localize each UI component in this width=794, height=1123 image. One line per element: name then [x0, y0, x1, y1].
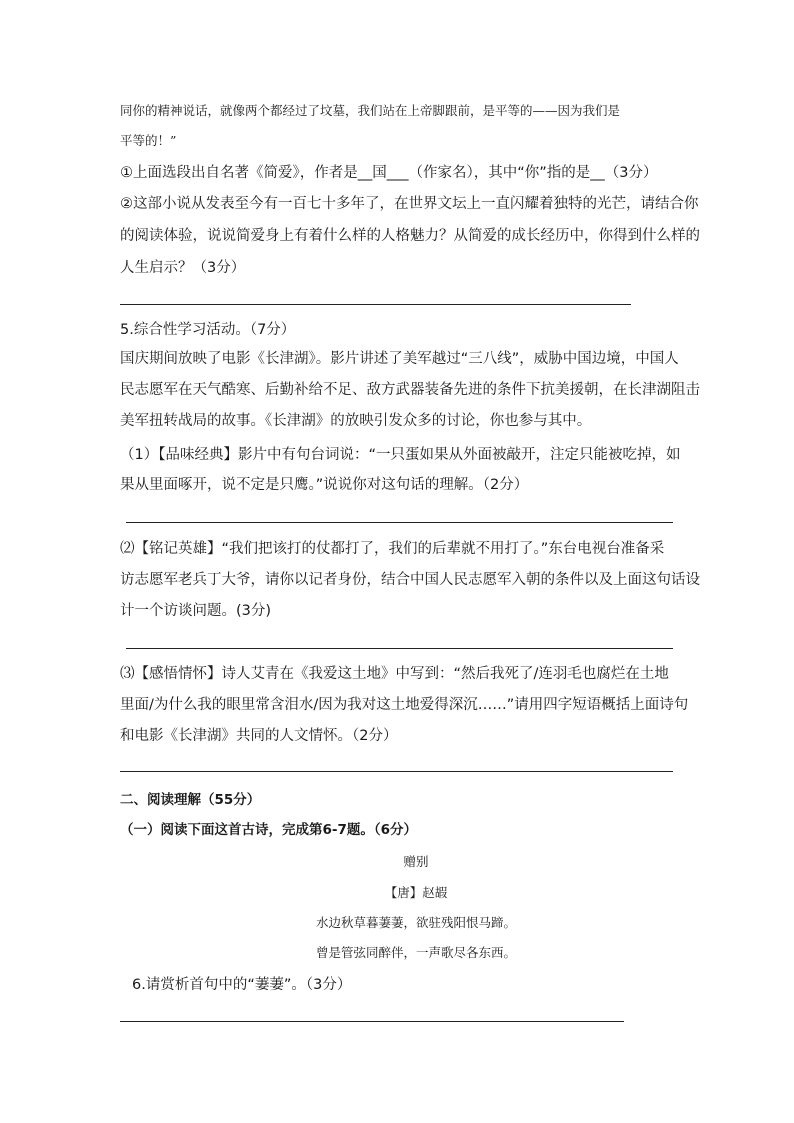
poem-line-2: 曾是管弦同醉伴，一声歌尽各东西。 [315, 945, 516, 960]
quote-line-2: 平等的！” [120, 133, 177, 148]
q5-p3-line2: 里面/为什么我的眼里常含泪水/因为我对这土地爱得深沉……”请用四字短语概括上面诗句 [120, 697, 689, 713]
poem-line-1: 水边秋草暮萋萋，欲驻残阳恨马蹄。 [315, 915, 516, 930]
q4-sub2-line1: ②这部小说从发表至今有一百七十多年了，在世界文坛上一直闪耀着独特的光芒，请结合你 [120, 196, 699, 212]
q4-sub1: ①上面选段出自名著《简爱》，作者是__国___（作家名），其中“你”指的是__（3分） [120, 165, 658, 181]
answer-line-q5-2 [126, 648, 673, 649]
q6-prompt: 6.请赏析首句中的“萋萋”。（3分） [132, 977, 352, 993]
answer-line-q6 [120, 1021, 624, 1022]
q5-intro-line2: 民志愿军在天气酷寒、后勤补给不足、敌方武器装备先进的条件下抗美援朝，在长津湖阻击 [120, 382, 700, 398]
q5-p2-line1: ⑵【铭记英雄】“我们把该打的仗都打了，我们的后辈就不用打了。”东台电视台准备采 [120, 541, 665, 557]
q5-p1-line1: （1）【品味经典】影片中有句台词说：“一只蛋如果从外面被敲开，注定只能被吃掉，如 [120, 447, 681, 463]
q5-p1-line2: 果从里面啄开，说不定是只鹰。”说说你对这句话的理解。（2分） [120, 477, 529, 493]
answer-line-q4 [120, 304, 631, 305]
q5-p3-line1: ⑶【感悟情怀】诗人艾青在《我爱这土地》中写到：“然后我死了/连羽毛也腐烂在土地 [120, 666, 669, 682]
poem-author: 【唐】赵嘏 [384, 885, 448, 900]
answer-line-q5-1 [126, 522, 673, 523]
q5-p2-line2: 访志愿军老兵丁大爷，请你以记者身份，结合中国人民志愿军入朝的条件以及上面这句话设 [120, 572, 700, 588]
q5-p3-line3: 和电影《长津湖》共同的人文情怀。（2分） [120, 728, 398, 744]
quote-line-1: 同你的精神说话，就像两个都经过了坟墓，我们站在上帝脚跟前，是平等的——因为我们是 [120, 103, 621, 118]
q5-p2-line3: 计一个访谈问题。(3分) [120, 603, 272, 619]
q4-sub2-line2: 的阅读体验，说说简爱身上有着什么样的人格魅力？从简爱的成长经历中，你得到什么样的 [120, 228, 700, 244]
answer-line-q5-3 [120, 771, 673, 772]
section2-heading: 二、阅读理解（55分） [120, 792, 261, 808]
section2-part1-heading: （一）阅读下面这首古诗，完成第6-7题。（6分） [120, 822, 418, 838]
q5-heading: 5.综合性学习活动。（7分） [120, 322, 296, 338]
q4-sub2-line3: 人生启示？（3分） [120, 260, 246, 276]
q5-intro-line1: 国庆期间放映了电影《长津湖》。影片讲述了美军越过“三八线”，威胁中国边境，中国人 [120, 351, 679, 367]
poem-title: 赠别 [403, 854, 429, 869]
q5-intro-line3: 美军扭转战局的故事。《长津湖》的放映引发众多的讨论，你也参与其中。 [120, 413, 592, 429]
